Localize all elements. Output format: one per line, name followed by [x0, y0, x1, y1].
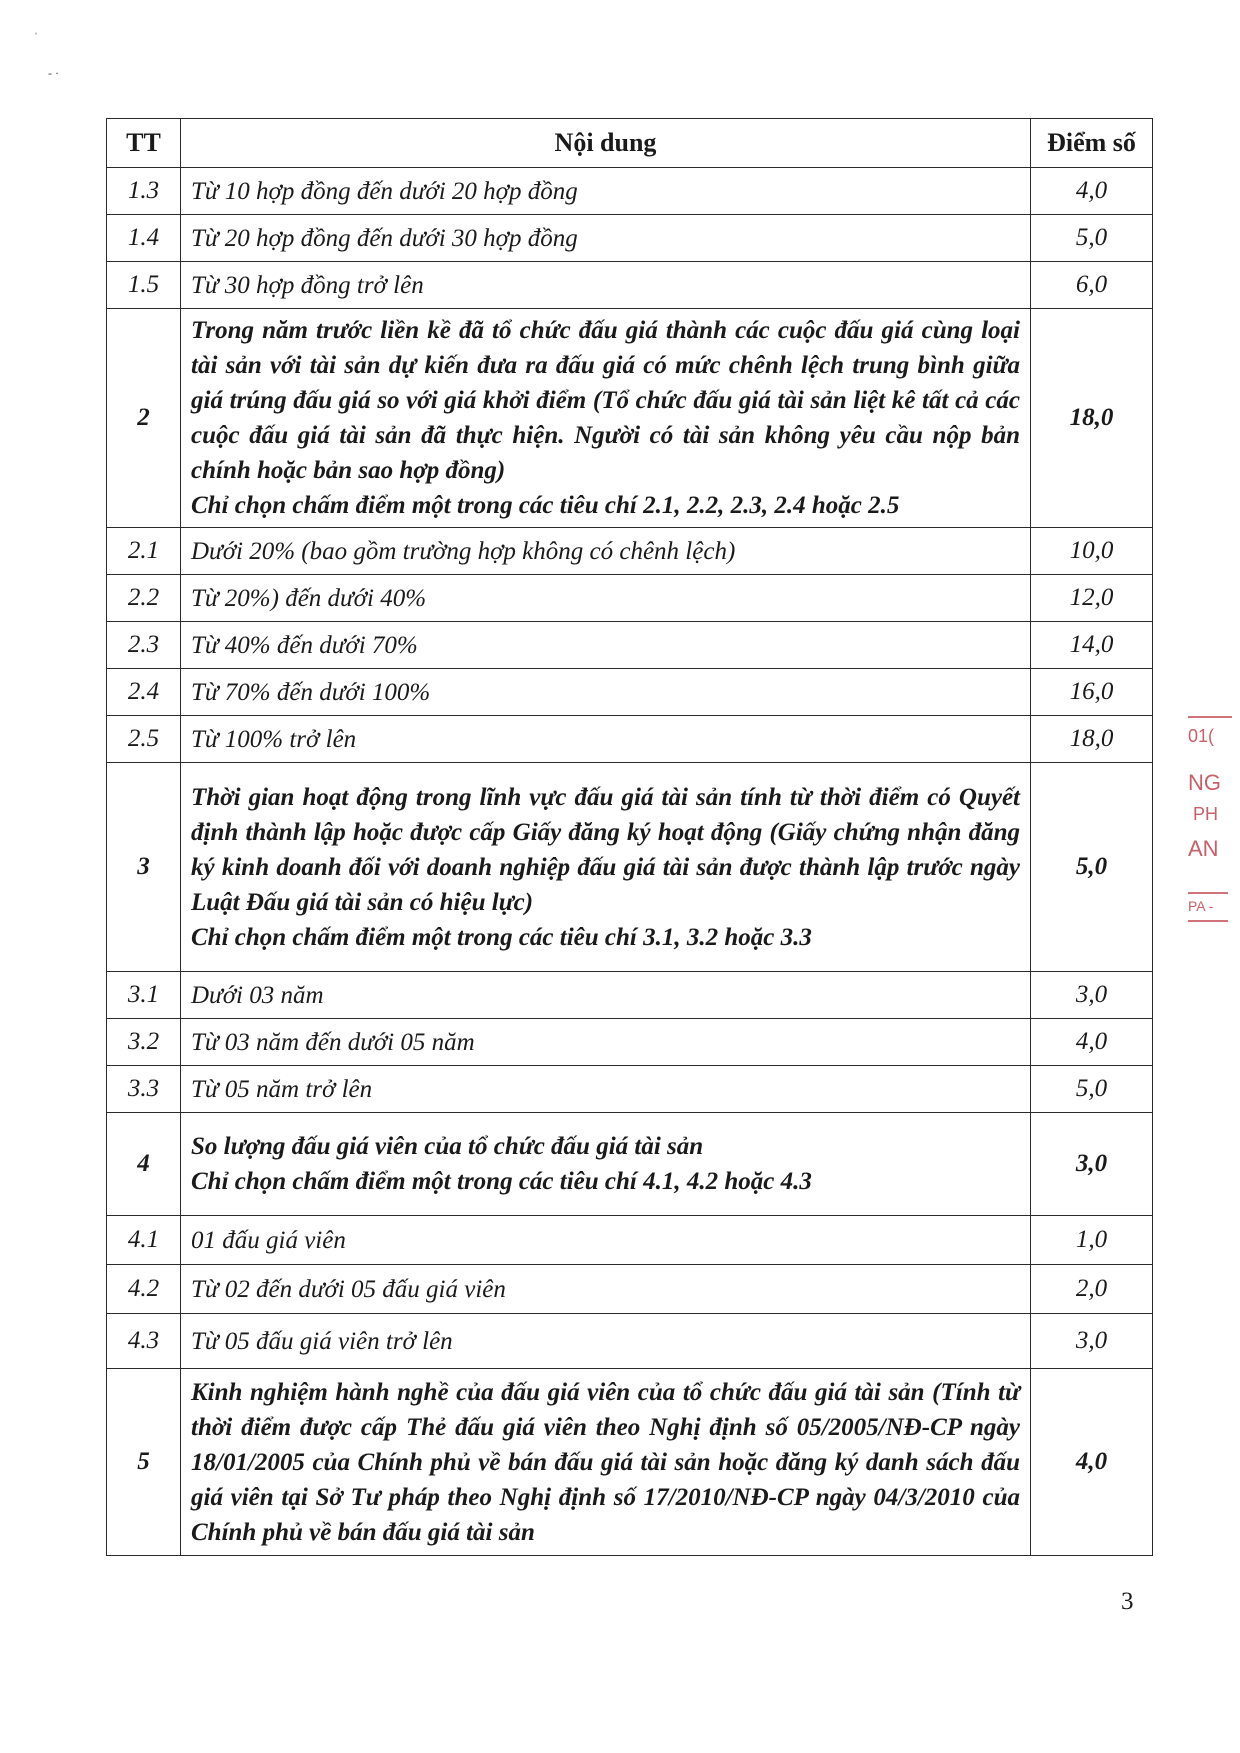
row-score: 14,0 — [1031, 622, 1153, 669]
row-score: 12,0 — [1031, 575, 1153, 622]
row-score: 4,0 — [1031, 168, 1153, 215]
row-score: 1,0 — [1031, 1216, 1153, 1265]
page-number: 3 — [1121, 1588, 1134, 1615]
table-row — [107, 1265, 1153, 1314]
row-content: Từ 70% đến dưới 100% — [181, 669, 1031, 716]
criterion-note: Chỉ chọn chấm điểm một trong các tiêu chí 3.1, 3.2 hoặc 3.3 — [191, 923, 812, 951]
criterion-text: Thời gian hoạt động trong lĩnh vực đấu giá tài sản tính từ thời điểm có Quyết định thành lập hoặc được cấp Giấy đăng ký hoạt động (Giấy chứng nhận đăng ký kinh doanh đối với doanh nghiệp đấu giá tài sản được thành lập trước ngày Luật Đấu giá tài sản có hiệu lực) — [191, 783, 1020, 916]
row-content — [181, 763, 1031, 972]
row-content: Từ 05 đấu giá viên trở lên — [181, 1314, 1031, 1369]
table-row — [107, 575, 1153, 622]
scan-speck: ˈ — [34, 30, 38, 44]
row-number: 4 — [107, 1113, 181, 1216]
row-content: Từ 100% trở lên — [181, 716, 1031, 763]
table-row — [107, 528, 1153, 575]
row-score: 18,0 — [1031, 716, 1153, 763]
table-row — [107, 716, 1153, 763]
row-number: 2.1 — [107, 528, 181, 575]
row-content: Từ 05 năm trở lên — [181, 1066, 1031, 1113]
scoring-table — [106, 118, 1153, 1556]
row-score: 3,0 — [1031, 1113, 1153, 1216]
row-number: 1.3 — [107, 168, 181, 215]
row-content — [181, 309, 1031, 528]
row-number: 4.1 — [107, 1216, 181, 1265]
row-number: 4.3 — [107, 1314, 181, 1369]
row-score: 4,0 — [1031, 1369, 1153, 1556]
stamp-line — [1188, 716, 1232, 718]
table-row — [107, 262, 1153, 309]
row-content: Dưới 03 năm — [181, 972, 1031, 1019]
row-number: 2.5 — [107, 716, 181, 763]
stamp-text: ̀PA - — [1188, 898, 1214, 914]
row-score: 18,0 — [1031, 309, 1153, 528]
row-content: Từ 20 hợp đồng đến dưới 30 hợp đồng — [181, 215, 1031, 262]
row-content: Từ 30 hợp đồng trở lên — [181, 262, 1031, 309]
row-score: 3,0 — [1031, 1314, 1153, 1369]
row-number: 1.5 — [107, 262, 181, 309]
table-row-criterion — [107, 1369, 1153, 1556]
table-row — [107, 215, 1153, 262]
table-row — [107, 669, 1153, 716]
table-row-criterion — [107, 763, 1153, 972]
table-row — [107, 622, 1153, 669]
row-content: 01 đấu giá viên — [181, 1216, 1031, 1265]
scan-speck: - · — [48, 66, 59, 80]
row-score: 3,0 — [1031, 972, 1153, 1019]
row-score: 4,0 — [1031, 1019, 1153, 1066]
header-score: Điểm số — [1031, 119, 1153, 168]
row-score: 6,0 — [1031, 262, 1153, 309]
row-score: 5,0 — [1031, 763, 1153, 972]
row-content: Từ 40% đến dưới 70% — [181, 622, 1031, 669]
table-row — [107, 168, 1153, 215]
row-score: 16,0 — [1031, 669, 1153, 716]
row-content: Dưới 20% (bao gồm trường hợp không có chênh lệch) — [181, 528, 1031, 575]
row-number: 2.4 — [107, 669, 181, 716]
stamp-text: ̀NG — [1188, 770, 1221, 795]
row-number: 5 — [107, 1369, 181, 1556]
table-row — [107, 1066, 1153, 1113]
row-content: Từ 02 đến dưới 05 đấu giá viên — [181, 1265, 1031, 1314]
row-score: 5,0 — [1031, 1066, 1153, 1113]
criterion-note: Chỉ chọn chấm điểm một trong các tiêu chí 4.1, 4.2 hoặc 4.3 — [191, 1168, 812, 1195]
row-score: 5,0 — [1031, 215, 1153, 262]
row-number: 2 — [107, 309, 181, 528]
row-score: 2,0 — [1031, 1265, 1153, 1314]
table-row — [107, 1314, 1153, 1369]
row-number: 3 — [107, 763, 181, 972]
header-content: Nội dung — [181, 119, 1031, 168]
row-number: 2.2 — [107, 575, 181, 622]
criterion-note: Chỉ chọn chấm điểm một trong các tiêu chí 2.1, 2.2, 2.3, 2.4 hoặc 2.5 — [191, 492, 900, 519]
header-tt: TT — [107, 119, 181, 168]
stamp-text: ̉ PH — [1188, 804, 1219, 824]
red-stamp-fragment — [1188, 712, 1240, 957]
row-content: Từ 10 hợp đồng đến dưới 20 hợp đồng — [181, 168, 1031, 215]
row-content: Từ 03 năm đến dưới 05 năm — [181, 1019, 1031, 1066]
table-header-row — [107, 119, 1153, 168]
stamp-text: AN — [1188, 836, 1219, 861]
row-number: 1.4 — [107, 215, 181, 262]
row-number: 3.2 — [107, 1019, 181, 1066]
criterion-text: Kinh nghiệm hành nghề của đấu giá viên của tổ chức đấu giá tài sản (Tính từ thời điểm được cấp Thẻ đấu giá viên theo Nghị định số 05/2005/NĐ-CP ngày 18/01/2005 của Chính phủ về bán đấu giá tài sản hoặc đăng ký danh sách đấu giá viên tại Sở Tư pháp theo Nghị định số 17/2010/NĐ-CP ngày 04/3/2010 của Chính phủ về bán đấu giá tài sản — [191, 1378, 1020, 1546]
row-score: 10,0 — [1031, 528, 1153, 575]
stamp-line — [1188, 892, 1228, 894]
row-number: 3.3 — [107, 1066, 181, 1113]
row-content — [181, 1113, 1031, 1216]
row-content — [181, 1369, 1031, 1556]
table-row-criterion — [107, 1113, 1153, 1216]
table-row — [107, 1216, 1153, 1265]
row-content: Từ 20%) đến dưới 40% — [181, 575, 1031, 622]
row-number: 4.2 — [107, 1265, 181, 1314]
row-number: 3.1 — [107, 972, 181, 1019]
criterion-text: So lượng đấu giá viên của tổ chức đấu giá tài sản — [191, 1133, 704, 1160]
criterion-text: Trong năm trước liền kề đã tổ chức đấu giá thành các cuộc đấu giá cùng loại tài sản với tài sản dự kiến đưa ra đấu giá có mức chênh lệch trung bình giữa giá trúng đấu giá so với giá khởi điểm (Tổ chức đấu giá tài sản liệt kê tất cả các cuộc đấu giá tài sản đã thực hiện. Người có tài sản không yêu cầu nộp bản chính hoặc bản sao hợp đồng) — [191, 317, 1020, 484]
table-row-criterion — [107, 309, 1153, 528]
row-number: 2.3 — [107, 622, 181, 669]
stamp-line — [1188, 920, 1228, 922]
table-row — [107, 1019, 1153, 1066]
stamp-text: ̀01( — [1188, 726, 1215, 746]
table-row — [107, 972, 1153, 1019]
